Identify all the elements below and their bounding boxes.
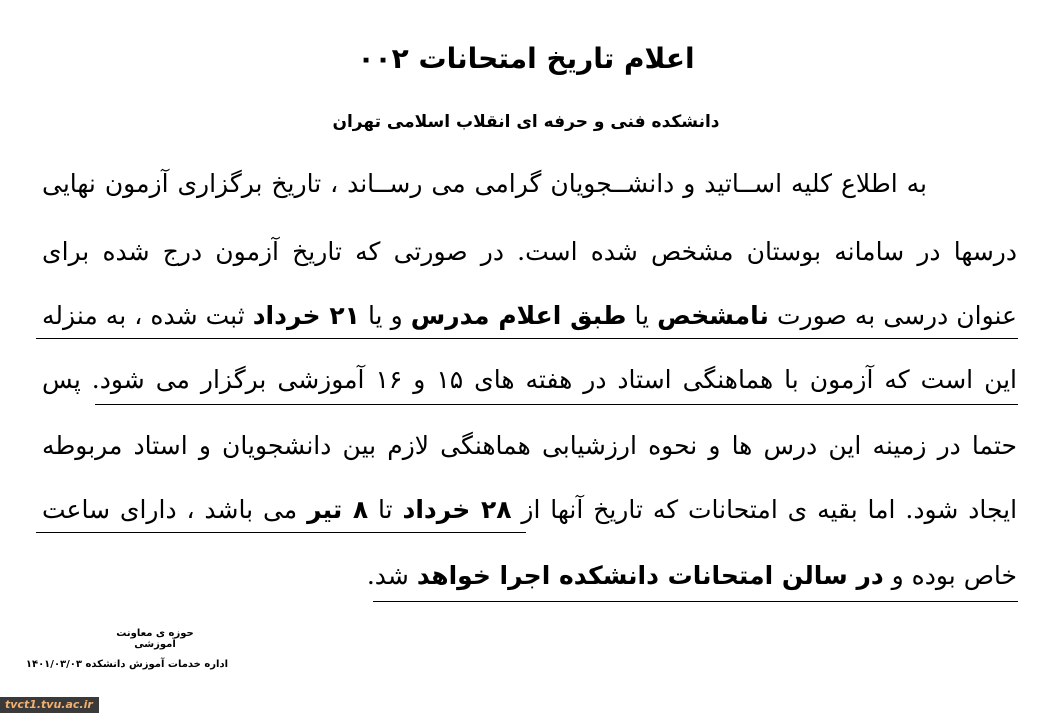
underline	[95, 404, 1018, 405]
footer-department: حوزه ی معاونت آموزشی	[116, 628, 194, 650]
underline	[36, 532, 526, 533]
emphasis-per-instructor: طبق اعلام مدرس	[410, 301, 627, 330]
page-title: اعلام تاریخ امتحانات ۰۰۲	[357, 42, 695, 75]
faculty-subtitle: دانشکده فنی و حرفه ای انقلاب اسلامی تهران	[332, 112, 720, 132]
emphasis-date-8-tir: ۸ تیر	[307, 495, 369, 524]
line-text: این است که آزمون با هماهنگی استاد در هفته های ۱۵ و ۱۶ آموزشی برگزار می شود. پس	[42, 365, 1018, 394]
line-text: درسها در سامانه بوستان مشخص شده است. در صورتی که تاریخ آزمون درج شده برای	[42, 237, 1017, 266]
emphasis-unspecified: نامشخص	[657, 301, 769, 330]
site-watermark: tvct1.tvu.ac.ir	[0, 697, 99, 713]
footer-office-date: اداره خدمات آموزش دانشکده ۱۴۰۱/۰۳/۰۳	[25, 659, 228, 670]
line-text: عنوان درسی به صورت	[768, 301, 1017, 330]
underline	[36, 338, 1018, 339]
emphasis-date-21-khordad: ۲۱ خرداد	[252, 301, 360, 330]
line-text: خاص بوده و	[883, 561, 1017, 590]
line-text: تا	[368, 495, 403, 524]
body-line-7	[366, 556, 1017, 596]
body-line-4	[42, 360, 1017, 400]
line-text: و یا	[359, 301, 411, 330]
emphasis-exam-hall: در سالن امتحانات دانشکده اجرا خواهد	[416, 561, 884, 590]
body-line-3	[42, 296, 1017, 336]
body-line-6	[42, 490, 1017, 530]
body-line-2	[42, 232, 1017, 272]
body-line-1	[42, 164, 972, 204]
line-text: می باشد ، دارای ساعت	[42, 495, 308, 524]
emphasis-date-28-khordad: ۲۸ خرداد	[402, 495, 512, 524]
underline	[373, 601, 1018, 602]
line-text: به اطلاع کلیه اســاتید و دانشــجویان گرامی می رســاند ، تاریخ برگزاری آزمون نهایی	[42, 169, 927, 198]
line-text: حتما در زمینه این درس ها و نحوه ارزشیابی هماهنگی لازم بین دانشجویان و استاد مربوطه	[42, 431, 1017, 460]
body-line-5	[42, 426, 1017, 466]
line-text: یا	[626, 301, 658, 330]
line-text: شد.	[366, 561, 417, 590]
line-text: ایجاد شود. اما بقیه ی امتحانات که تاریخ آنها از	[511, 495, 1018, 524]
line-text: ثبت شده ، به منزله	[42, 301, 253, 330]
